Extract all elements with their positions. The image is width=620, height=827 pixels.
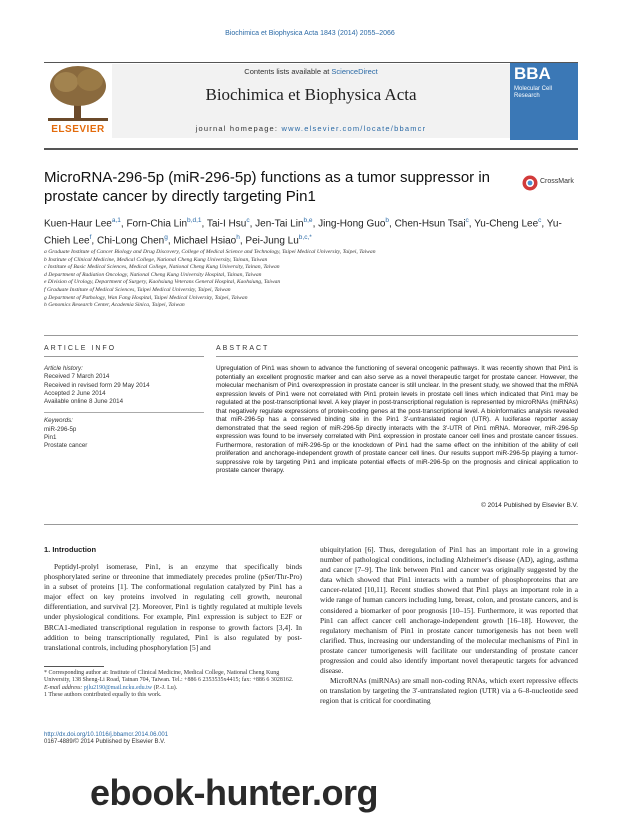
affiliation-item: b Institute of Clinical Medicine, Medical College, National Cheng Kung University, Tainan, Taiwan [44, 256, 268, 263]
author-affiliation-marker[interactable]: h [236, 234, 240, 242]
abstract-heading-rule [216, 356, 578, 357]
author-list: Kuen-Haur Lee$^{a,1}$, Forn-Chia Lin$^{b,d,1}$, Tai-I Hsu$^c$, Jen-Tai Lin$^{b,e}$, Jing-Hong Guo$^b$, Chen-Hsun Tsai$^c$, Yu-Cheng Lee$^c$, Yu-Chieh Lee$^f$, Chi-Long Chen$^g$, Michael Hsiao$^h$, Pei-Jung $Lu^{b,c,*}$ [44, 217, 562, 247]
abstract-bottom-rule [44, 524, 578, 525]
cover-bba-text: BBA [514, 64, 551, 83]
info-top-rule [44, 335, 578, 336]
journal-citation-line[interactable]: Biochimica et Biophysica Acta 1843 (2014) 2055–2066 [225, 30, 395, 37]
author-name: Chen-Hsun Tsai [394, 218, 466, 230]
affiliation-item: g Department of Pathology, Wan Fang Hospital, Taipei Medical University, Taipei, Taiwan [44, 294, 248, 301]
journal-homepage [112, 124, 510, 133]
author-affiliation-marker[interactable]: b,d,1 [187, 217, 202, 224]
author-name: Jen-Tai Lin [255, 218, 304, 230]
author-affiliation-marker[interactable]: b,e [303, 217, 313, 224]
sciencedirect-link[interactable]: ScienceDirect [331, 67, 378, 76]
footnote-rule [44, 666, 104, 667]
intro-right-column [320, 545, 578, 707]
author-name: Jing-Hong Guo [318, 218, 386, 230]
issn-line: 0167-4889/© 2014 Published by Elsevier B.V. [44, 739, 166, 746]
affiliation-item: f Graduate Institute of Medical Sciences, Taipei Medical University, Taipei, Taiwan [44, 286, 231, 293]
author-affiliation-marker[interactable]: c [246, 217, 250, 224]
author-affiliation-marker[interactable]: b,c,* [298, 234, 312, 242]
contents-line [112, 67, 510, 76]
header-bottom-rule [44, 148, 578, 150]
affiliation-item: e Division of Urology, Department of Surgery, Kaohsiung Veterans General Hospital, Kaohsiung, Taiwan [44, 279, 281, 286]
author-affiliation-marker[interactable]: g [164, 234, 168, 242]
keywords-label: Keywords: [44, 417, 73, 425]
footnotes [44, 670, 302, 700]
article-title: MicroRNA-296-5p (miR-296-5p) functions as a tumor suppressor in prostate cancer by directly targeting Pin1 [44, 169, 491, 205]
affiliation-item: d Department of Radiation Oncology, National Cheng Kung University Hospital, Tainan, Taiwan [44, 271, 262, 278]
info-heading-rule [44, 356, 204, 357]
homepage-link[interactable]: www.elsevier.com/locate/bbamcr [281, 124, 427, 133]
author-name: Michael Hsiao [173, 235, 237, 247]
intro-paragraph-2: MicroRNAs (miRNAs) are small non-coding RNAs, which exert repressive effects on translation by targeting the 3′-untranslated region (UTR) via a 6–8-nucleotide seed region that is critical for coordinating [320, 676, 578, 706]
author-affiliation-marker[interactable]: b [385, 217, 390, 224]
history-label: Article history: [44, 365, 83, 372]
article-info-heading: ARTICLE INFO [44, 345, 117, 352]
email-label: E-mail address: [44, 684, 84, 691]
author-name: Forn-Chia Lin [126, 218, 188, 230]
affiliation-list [44, 249, 578, 310]
history-item: Accepted 2 June 2014 [44, 389, 106, 397]
section-heading-introduction: 1. Introduction [44, 545, 97, 554]
keyword-item: miR-296-5p [44, 425, 77, 433]
intro-paragraph-1: Peptidyl-prolyl isomerase, Pin1, is an enzyme that specifically binds phosphorylated serine or threonine that immediately precedes proline (pSer/Thr-Pro) in a subset of proteins [1]. The conformational regulation catalyzed by Pin1 has a major effect on key proteins involved in regulating cell growth, neuronal differentiation, and survival [2]. Moreover, Pin1 is tightly regulated at multiple levels under physiological conditions. For example, Pin1 expression is subject to E2F or BRCA1-mediated transcriptional regulation in response to growth factors [3,4]. In addition to being transcriptionally regulated, Pin1 is also regulated by post-translational controls, including phosphorylation [5] and [44, 562, 302, 652]
header-top-rule [44, 62, 578, 63]
cover-subtitle: Molecular Cell Research [514, 86, 553, 99]
history-item: Received 7 March 2014 [44, 373, 110, 381]
author-affiliation-marker[interactable]: a,1 [111, 217, 121, 224]
watermark-text: ebook-hunter.org [90, 772, 378, 813]
crossmark-label: CrossMark [540, 178, 574, 185]
corresponding-author-note: * Corresponding author at: Institute of Clinical Medicine, Medical College, National Cheng Kung University, 138 Sheng-Li Road, Tainan 704, Taiwan. Tel.: +886 6 2353535x4415; fax: +886 6 3028162. [44, 670, 294, 684]
author-affiliation-marker[interactable]: c [465, 217, 469, 224]
contents-prefix: Contents lists available at [244, 67, 332, 76]
copyright-line: © 2014 Published by Elsevier B.V. [481, 502, 578, 509]
author-name: Tai-I Hsu [206, 218, 247, 230]
author-name: Yu-Chieh Lee [44, 218, 562, 247]
author-affiliation-marker[interactable]: f [89, 234, 92, 242]
history-item: Available online 8 June 2014 [44, 398, 124, 406]
info-divider [44, 412, 204, 413]
intro-left-column [44, 562, 302, 653]
email-note [44, 685, 302, 692]
author-affiliation-marker[interactable]: c [538, 217, 542, 224]
abstract-heading: ABSTRACT [216, 345, 270, 352]
keyword-item: Prostate cancer [44, 442, 88, 450]
affiliation-item: a Graduate Institute of Cancer Biology and Drug Discovery, College of Medical Science and Technology, Taipei Medical University, Taipei, Taiwan [44, 249, 376, 255]
intro-paragraph-1-cont: ubiquitylation [6]. Thus, deregulation of Pin1 has an important role in a growing number of pathological conditions, including Alzheimer's disease (AD), aging, asthma and cancer [7–9]. The link between Pin1 and cancer was originally suggested by the data which showed that Pin1 interacts with a number of phosphoproteins that are cancer-related [10,11]. Recent studies showed that Pin1 plays an important role in a wide range of human cancers including lung, breast, colon, and prostate cancers, and is considered a biomarker of poor prognosis [10–15]. Furthermore, it was reported that Pin1 can affect cancer cell anchorage-independent growth [16–18]. However, the regulatory mechanism of Pin1 in prostate cancer tumorigenesis has not been well clarified. Thus, increasing our understanding of the molecular mechanisms of Pin1 in prostate cancer tumorigenesis will facilitate our understanding of prostate cancer progression and could also identify important novel therapeutic targets for advanced disease. [320, 545, 578, 676]
doi-link[interactable]: http://dx.doi.org/10.1016/j.bbamcr.2014.06.001 [44, 732, 169, 738]
affiliation-item: h Genomics Research Center, Academia Sinica, Taipei, Taiwan [44, 302, 185, 309]
history-item: Received in revised form 29 May 2014 [44, 381, 150, 389]
email-suffix: (P.-J. Lu). [152, 684, 178, 691]
journal-title: Biochimica et Biophysica Acta [205, 85, 417, 104]
equal-contribution-note: 1 These authors contributed equally to this work. [44, 692, 162, 699]
affiliation-item: c Institute of Basic Medical Sciences, Medical College, National Cheng Kung University, Tainan, Taiwan [44, 264, 280, 271]
author-name: Kuen-Haur Lee [44, 218, 112, 230]
homepage-prefix: journal homepage: [195, 124, 282, 133]
keyword-item: Pin1 [44, 434, 57, 442]
elsevier-wordmark: ELSEVIER [51, 124, 105, 135]
crossmark-badge[interactable] [522, 174, 578, 192]
email-link[interactable]: pjlu2190@mail.ncku.edu.tw [83, 684, 153, 691]
author-name: Yu-Cheng Lee [474, 218, 539, 230]
doi-block [44, 732, 302, 747]
author-name: Pei-Jung Lu [245, 235, 299, 247]
article-info-block [44, 365, 204, 451]
abstract-text: Upregulation of Pin1 was shown to advance the functioning of several oncogenic pathways. It was recently shown that Pin1 is potentially an excellent prognostic marker and can also serve as a novel therapeutic target for prostate cancer. However, the molecular mechanism of Pin1 overexpression in prostate cancer is still unclear. In the present study, we showed that the mRNA expression levels of Pin1 were not correlated with Pin1 protein levels in prostate cell lines which indicated that Pin1 may be regulated at the post-transcriptional level. A key player in post-transcriptional regulation is represented by microRNAs (miRNAs) that negatively regulate expressions of protein-coding genes at the post-transcriptional level. A bioinformatics analysis revealed that miR-296-5p has a conserved binding site in the Pin1 3′-untranslated region (UTR). A luciferase reporter assay demonstrated that the seed region of miR-296-5p directly interacts with the 3′-UTR of Pin1 mRNA. Moreover, miR-296-5p expression was found to be inversely correlated with Pin1 expression in prostate cancer cell lines and prostate cancer tissues. Furthermore, restoration of miR-296-5p or the knockdown of Pin1 had the same effect on the inhibition of the ability of cell proliferation and anchorage-independent growth of prostate cancer cell lines. Our results support miR-296-5p playing a tumor-suppressive role by targeting Pin1 and implicate potential effects of miR-296-5p on the prognosis and clinical application to prostate cancer therapy. [216, 365, 578, 474]
author-name: Chi-Long Chen [96, 235, 165, 247]
